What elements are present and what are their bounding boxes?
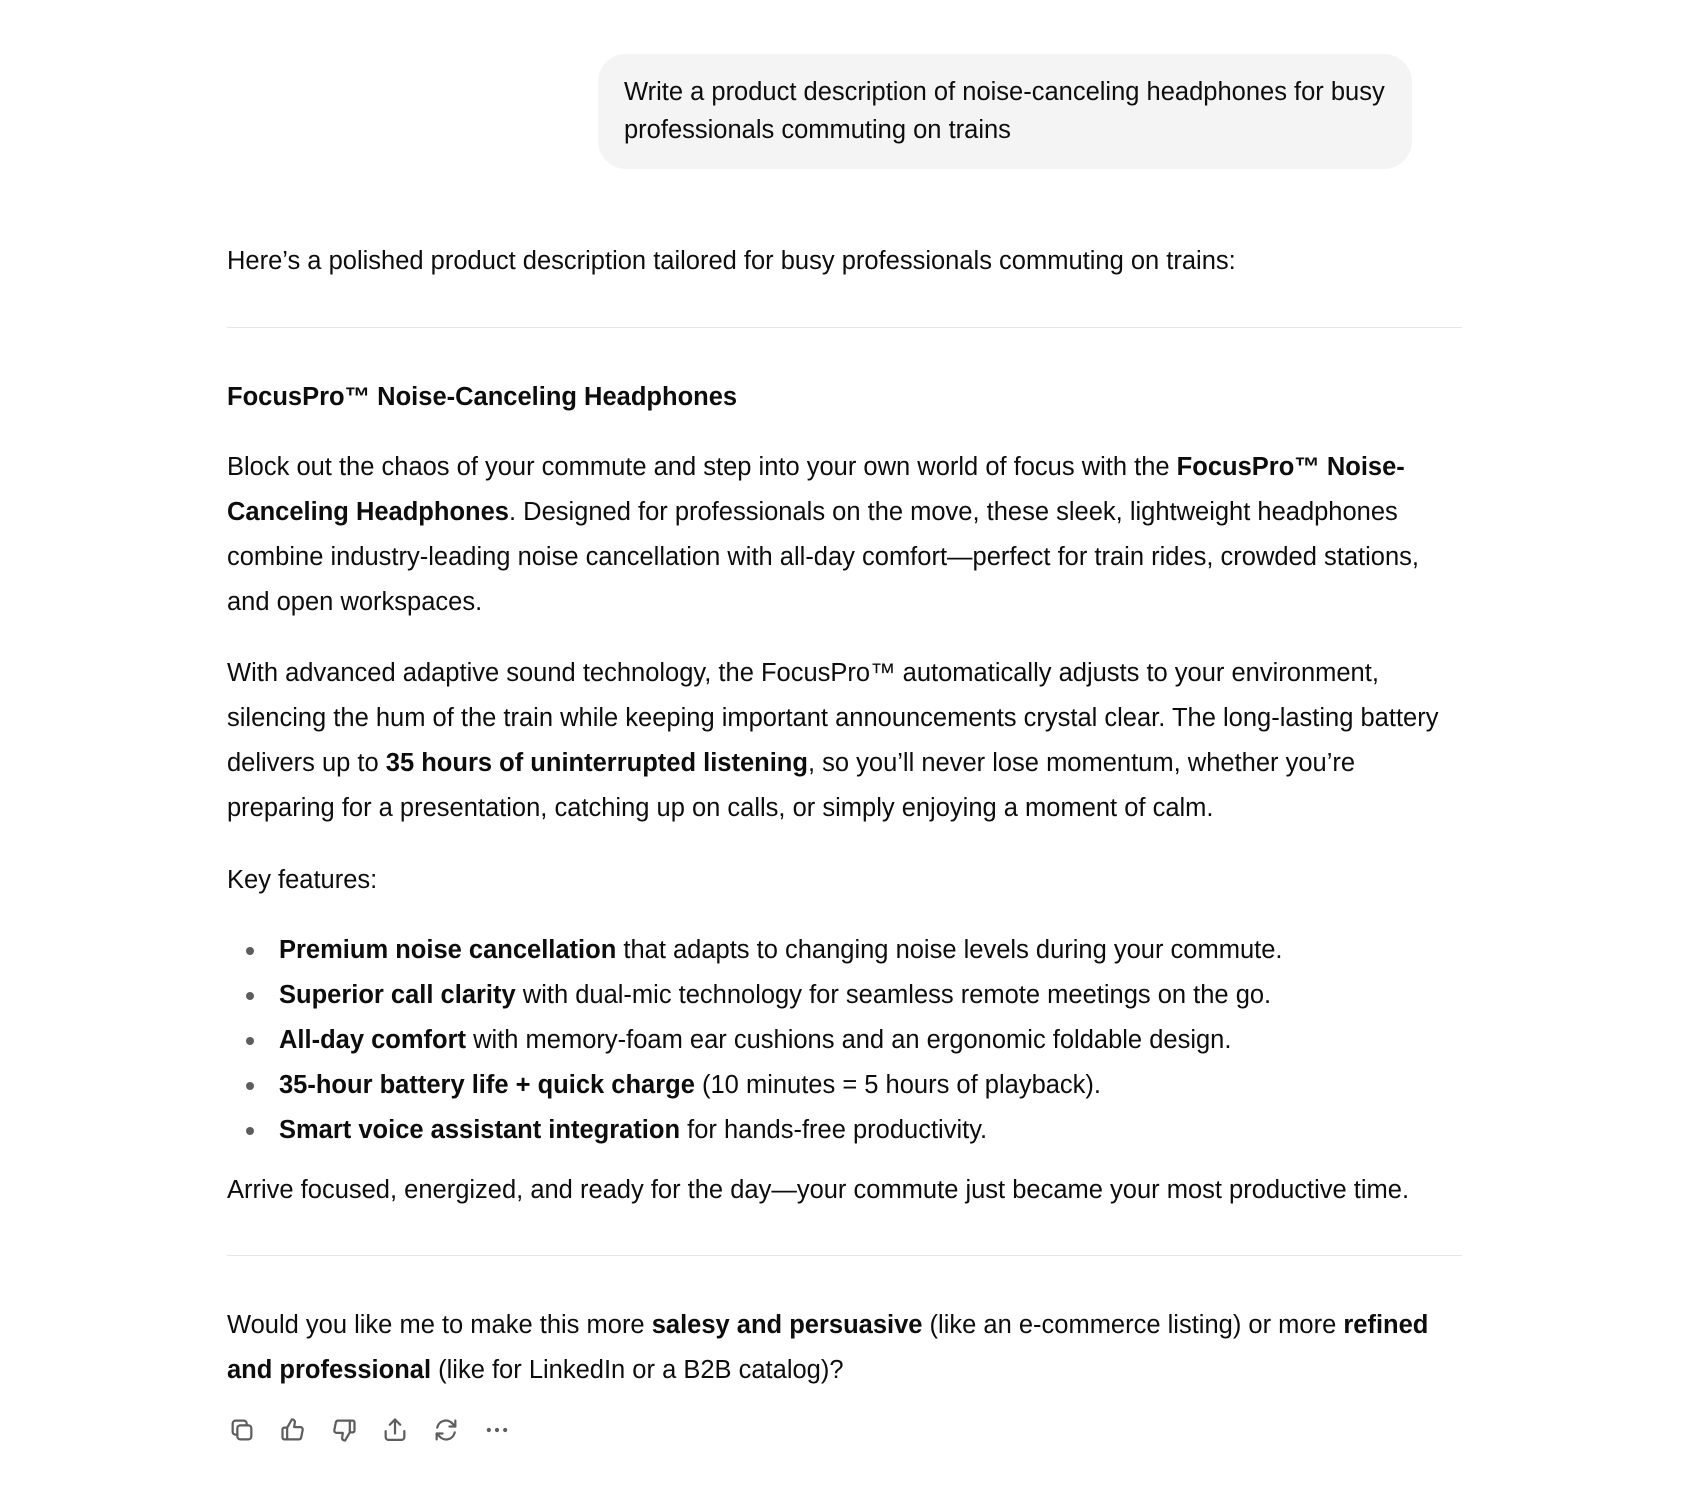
divider — [227, 327, 1462, 328]
paragraph-text: With advanced adaptive sound technology, the FocusPro™ automatically adjusts to your environment, silencing the hum of the train while keeping important announcements crystal clear. The long-lasting battery delivers up to — [227, 659, 1439, 777]
feature-bold: All-day comfort — [279, 1026, 467, 1054]
copy-icon — [228, 1416, 256, 1444]
feature-bold: Superior call clarity — [279, 981, 516, 1009]
feature-item — [227, 928, 1462, 973]
paragraph-text: , so you’ll never lose momentum, whether you’re preparing for a presentation, catching up on calls, or simply enjoying a moment of calm. — [227, 749, 1356, 822]
question-bold: salesy and persuasive — [651, 1311, 923, 1339]
feature-item — [227, 1018, 1462, 1063]
regenerate-icon — [432, 1416, 460, 1444]
feature-bold: Smart voice assistant integration — [279, 1116, 681, 1144]
question-text: Would you like me to make this more — [227, 1311, 652, 1339]
question-text: (like for LinkedIn or a B2B catalog)? — [431, 1356, 844, 1384]
closing-line: Arrive focused, energized, and ready for the day—your commute just became your most productive time. — [227, 1176, 1410, 1204]
key-features-label: Key features: — [227, 866, 378, 894]
assistant-intro: Here’s a polished product description tailored for busy professionals commuting on trains: — [227, 247, 1236, 275]
feature-item — [227, 973, 1462, 1018]
more-options-button[interactable] — [479, 1412, 515, 1448]
share-button[interactable] — [377, 1412, 413, 1448]
paragraph-bold-text: 35 hours of uninterrupted listening — [385, 749, 808, 777]
features-list — [227, 928, 1462, 1153]
bullet-icon — [246, 1037, 254, 1045]
feature-bold: Premium noise cancellation — [279, 936, 617, 964]
product-title: FocusPro™ Noise-Canceling Headphones — [227, 383, 738, 411]
paragraph-text: . Designed for professionals on the move, these sleek, lightweight headphones combine industry-leading noise cancellation with all-day comfort—perfect for train rides, crowded stations, and open workspaces. — [227, 498, 1419, 616]
question-text: (like an e-commerce listing) or more — [922, 1311, 1344, 1339]
bullet-icon — [246, 992, 254, 1000]
paragraph-bold-text: FocusPro™ Noise-Canceling Headphones — [227, 453, 1405, 526]
thumbs-down-icon — [330, 1416, 358, 1444]
feature-text: that adapts to changing noise levels during your commute. — [616, 936, 1283, 964]
feature-text: with dual-mic technology for seamless remote meetings on the go. — [515, 981, 1272, 1009]
question-bold: refined and professional — [227, 1311, 1429, 1384]
regenerate-button[interactable] — [428, 1412, 464, 1448]
feature-item — [227, 1108, 1462, 1153]
feature-item — [227, 1063, 1462, 1108]
bullet-icon — [246, 1082, 254, 1090]
user-message-text: Write a product description of noise-canceling headphones for busy professionals commuting on trains — [624, 78, 1385, 144]
feature-text: with memory-foam ear cushions and an ergonomic foldable design. — [466, 1026, 1232, 1054]
follow-up-question — [227, 1303, 1462, 1393]
feature-text: (10 minutes = 5 hours of playback). — [694, 1071, 1102, 1099]
description-paragraph-1 — [227, 445, 1462, 625]
user-message-bubble — [598, 54, 1412, 169]
bullet-icon — [246, 947, 254, 955]
description-paragraph-2 — [227, 651, 1462, 831]
copy-button[interactable] — [224, 1412, 260, 1448]
thumbs-up-icon — [279, 1416, 307, 1444]
share-icon — [381, 1416, 409, 1444]
feature-text: for hands-free productivity. — [680, 1116, 988, 1144]
paragraph-text: Block out the chaos of your commute and step into your own world of focus with the — [227, 453, 1177, 481]
feature-bold: 35-hour battery life + quick charge — [279, 1071, 695, 1099]
thumbs-down-button[interactable] — [326, 1412, 362, 1448]
more-icon — [483, 1416, 511, 1444]
divider — [227, 1255, 1462, 1256]
bullet-icon — [246, 1127, 254, 1135]
message-actions — [224, 1412, 515, 1448]
thumbs-up-button[interactable] — [275, 1412, 311, 1448]
